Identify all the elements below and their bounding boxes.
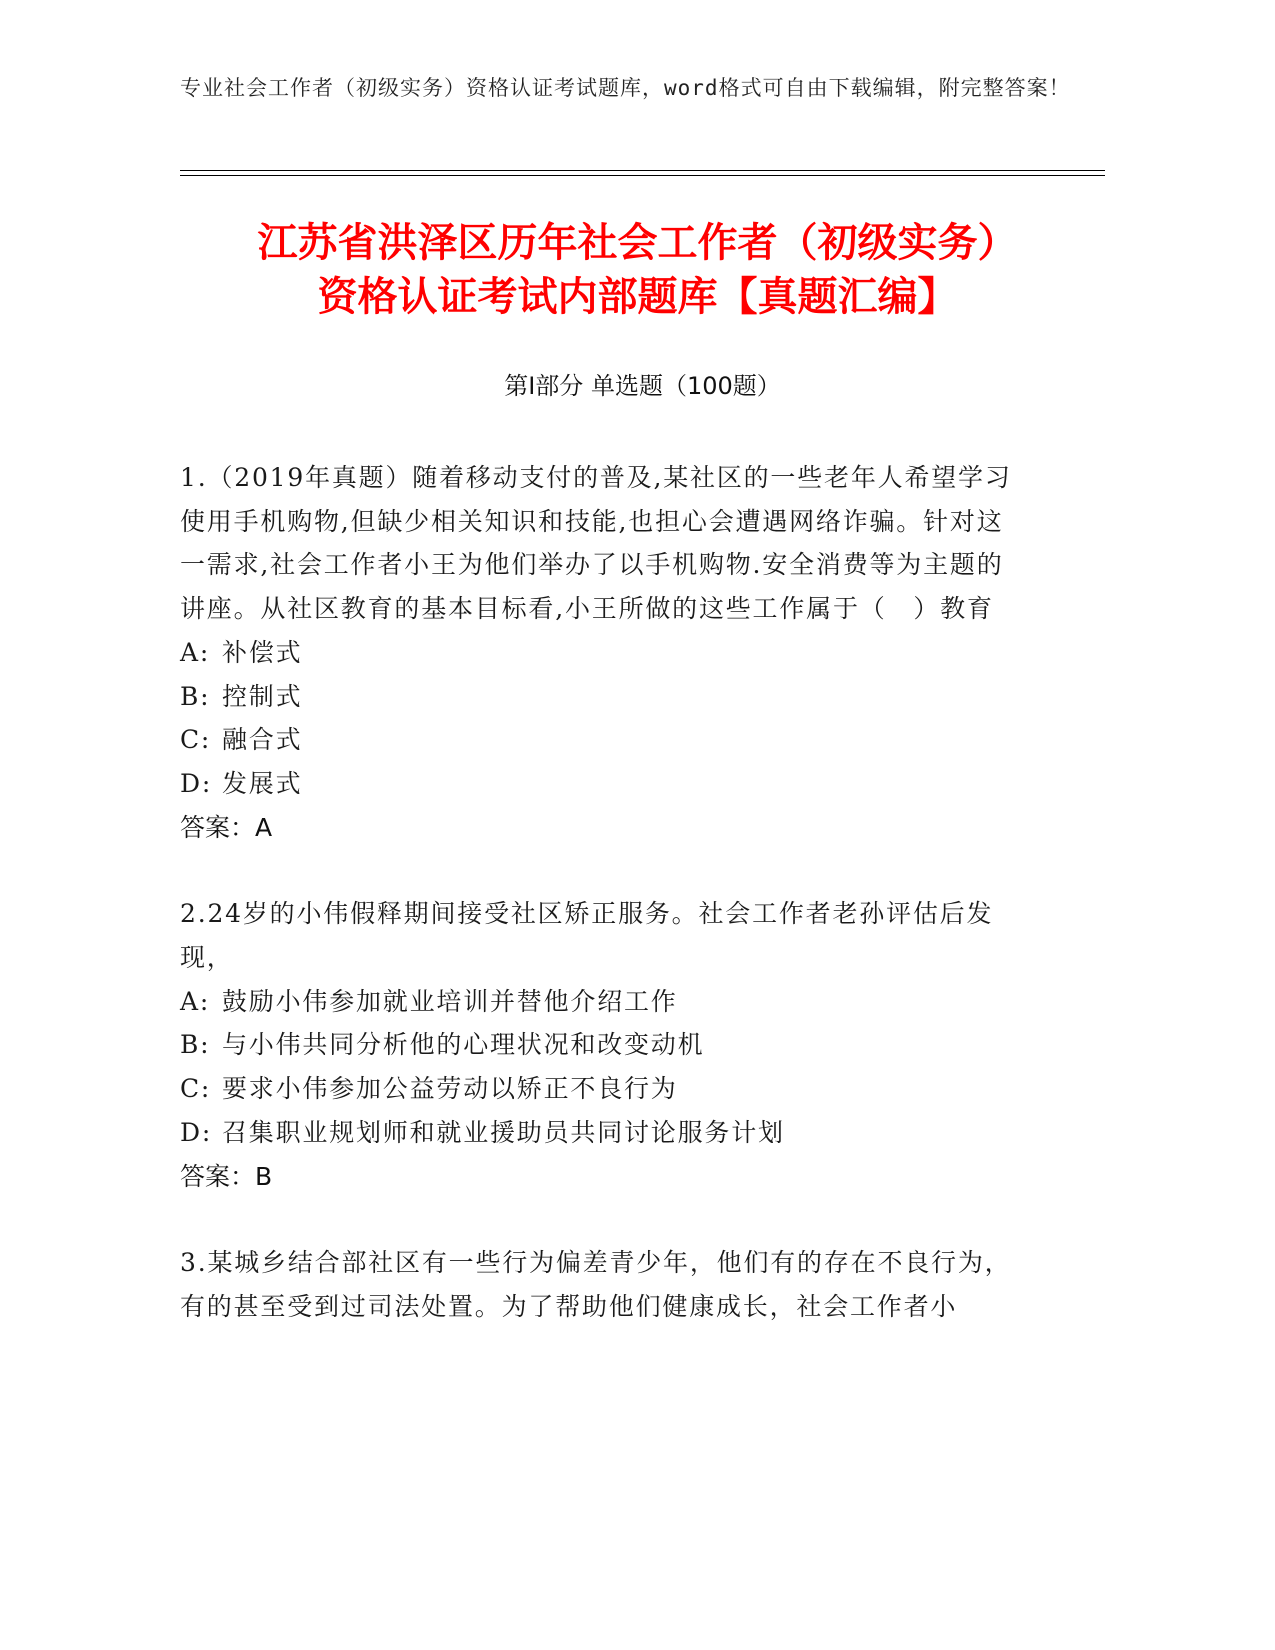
option-a: [180, 631, 1030, 675]
option-text: 要求小伟参加公益劳动以矫正不良行为: [222, 1074, 678, 1104]
answer-label: 答案：B: [180, 1161, 273, 1191]
option-key: C:: [180, 1074, 212, 1104]
option-text: 鼓励小伟参加就业培训并替他介绍工作: [222, 986, 678, 1016]
option-key: B:: [180, 681, 211, 711]
option-key: A:: [180, 637, 211, 667]
option-a: [180, 980, 1030, 1024]
option-key: A:: [180, 986, 211, 1016]
option-d: [180, 1111, 1030, 1155]
option-text: 控制式: [222, 681, 303, 711]
question-stem: 3.某城乡结合部社区有一些行为偏差青少年，他们有的存在不良行为，有的甚至受到过司法处置。为了帮助他们健康成长，社会工作者小: [180, 1248, 1012, 1321]
option-text: 融合式: [222, 725, 303, 755]
header-divider-top: [180, 170, 1105, 171]
title-line-1: 江苏省洪泽区历年社会工作者（初级实务）: [257, 220, 1018, 266]
option-c: [180, 1067, 1030, 1111]
question-list: [180, 456, 1030, 1372]
header-note: 专业社会工作者（初级实务）资格认证考试题库，word格式可自由下载编辑，附完整答案！: [180, 76, 1071, 100]
question-1: [180, 456, 1030, 849]
question-stem: 2.24岁的小伟假释期间接受社区矫正服务。社会工作者老孙评估后发现，: [180, 899, 994, 973]
option-key: D:: [180, 768, 213, 798]
section-title: 第Ⅰ部分 单选题（100题）: [504, 372, 781, 400]
option-key: B:: [180, 1030, 211, 1060]
option-key: D:: [180, 1117, 213, 1147]
option-d: [180, 762, 1030, 806]
question-3: [180, 1241, 1030, 1328]
option-text: 补偿式: [222, 637, 303, 667]
option-c: [180, 718, 1030, 762]
option-b: [180, 675, 1030, 719]
answer-label: 答案：A: [180, 812, 273, 842]
option-key: C:: [180, 725, 212, 755]
question-stem: 1.（2019年真题）随着移动支付的普及,某社区的一些老年人希望学习使用手机购物,但缺少相关知识和技能,也担心会遭遇网络诈骗。针对这一需求,社会工作者小王为他们举办了以手机购物.安全消费等为主题的讲座。从社区教育的基本目标看,小王所做的这些工作属于（ ）教育: [180, 463, 1012, 624]
document-title: [130, 216, 1145, 324]
header-divider-bottom: [180, 175, 1105, 176]
option-text: 与小伟共同分析他的心理状况和改变动机: [222, 1030, 705, 1060]
option-b: [180, 1023, 1030, 1067]
option-text: 发展式: [222, 768, 303, 798]
question-2: [180, 892, 1030, 1198]
option-text: 召集职业规划师和就业援助员共同讨论服务计划: [222, 1117, 785, 1147]
title-line-2: 资格认证考试内部题库【真题汇编】: [317, 274, 958, 320]
